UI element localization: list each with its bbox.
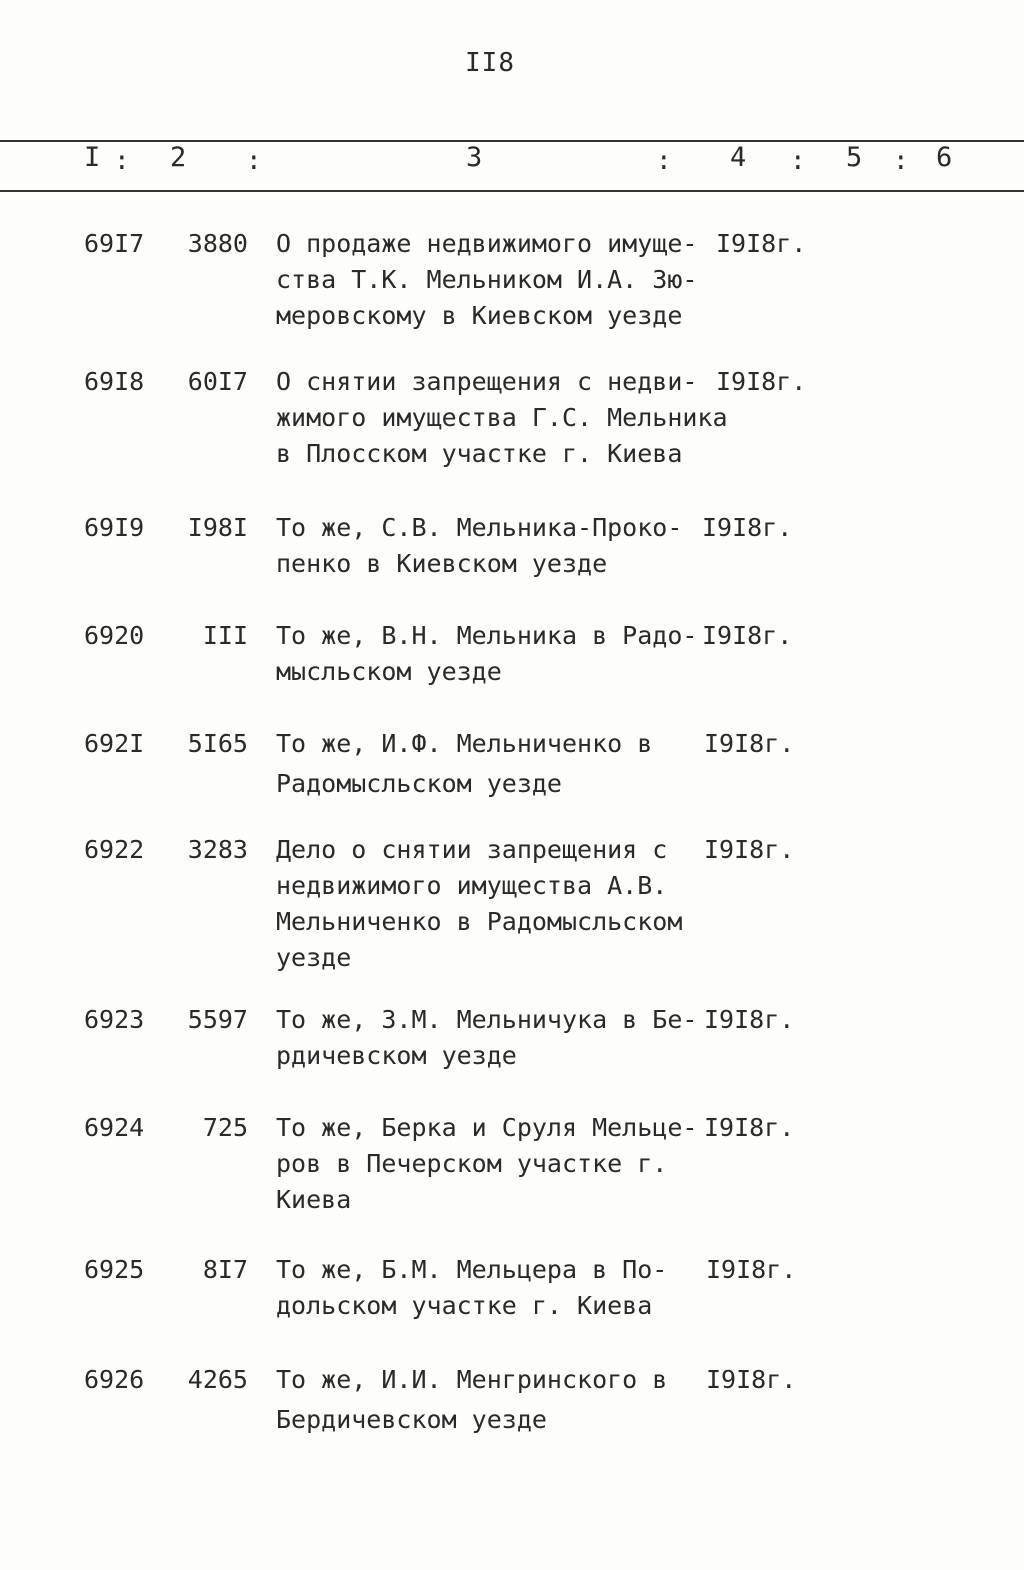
column-separator: :	[893, 146, 909, 176]
entry-description-line: Киева	[276, 1185, 352, 1214]
column-header-2: 2	[170, 142, 187, 173]
entry-description-line: То же, И.Ф. Мельниченко в	[276, 729, 653, 758]
entry-description-line: рдичевском уезде	[276, 1041, 517, 1070]
entry-old-number: 725	[202, 1113, 248, 1142]
entry-description-line: То же, В.Н. Мельника в Радо-	[276, 621, 698, 650]
entry-description	[276, 1110, 716, 1218]
entry-description-line: Мельниченко в Радомысльском	[276, 907, 683, 936]
entry-old-number: 3283	[187, 835, 248, 864]
entry-number: 6923	[84, 1005, 145, 1034]
entry-old-number: 3880	[187, 229, 248, 258]
entry-description-line: То же, Берка и Сруля Мельце-	[276, 1113, 698, 1142]
column-header-3: 3	[466, 142, 483, 173]
entry-old-number: III	[202, 621, 248, 650]
entry-year: I9I8г.	[704, 835, 795, 864]
entry-year: I9I8г.	[704, 1113, 795, 1142]
entry-number: 6920	[84, 621, 145, 650]
entry-description-line: мысльском уезде	[276, 657, 502, 686]
entry-old-number: 5I65	[187, 729, 248, 758]
entry-description	[276, 1002, 716, 1074]
entry-description-line: меровскому в Киевском уезде	[276, 301, 683, 330]
column-header-4: 4	[730, 142, 747, 173]
entry-number: 6925	[84, 1255, 145, 1284]
entry-old-number: 8I7	[202, 1255, 248, 1284]
header-rule-top	[0, 140, 1024, 142]
entry-description-line: уезде	[276, 943, 352, 972]
entry-description	[276, 618, 716, 690]
column-separator: :	[114, 146, 130, 176]
page-number: II8	[465, 48, 515, 78]
entry-description	[276, 832, 716, 976]
entry-number: 6926	[84, 1365, 145, 1394]
column-separator: :	[790, 146, 806, 176]
column-separator: :	[246, 146, 262, 176]
entry-description	[276, 364, 728, 472]
entry-description-line: Радомысльском уезде	[276, 769, 562, 798]
entry-year: I9I8г.	[704, 729, 795, 758]
entry-old-number: I98I	[187, 513, 248, 542]
entry-description-line: То же, И.И. Менгринского в	[276, 1365, 668, 1394]
entry-description-line: в Плосском участке г. Киева	[276, 439, 683, 468]
entry-description-line: Бердичевском уезде	[276, 1405, 547, 1434]
entry-description-line: То же, З.М. Мельничука в Бе-	[276, 1005, 698, 1034]
entry-old-number: 60I7	[187, 367, 248, 396]
column-header-5: 5	[846, 142, 863, 173]
entry-description-line: недвижимого имущества А.В.	[276, 871, 668, 900]
entry-year: I9I8г.	[706, 1365, 797, 1394]
entry-description	[276, 226, 716, 334]
entry-number: 692I	[84, 729, 145, 758]
entry-description-line: жимого имущества Г.С. Мельника	[276, 403, 728, 432]
entry-description-line: ров в Печерском участке г.	[276, 1149, 668, 1178]
entry-year: I9I8г.	[706, 1255, 797, 1284]
header-rule-bottom	[0, 190, 1024, 192]
entry-description-line: О снятии запрещения с недви-	[276, 367, 698, 396]
entry-description	[276, 726, 716, 802]
entry-number: 6924	[84, 1113, 145, 1142]
column-header-6: 6	[936, 142, 953, 173]
entry-description-line: ства Т.К. Мельником И.А. Зю-	[276, 265, 698, 294]
entry-description-line: Дело о снятии запрещения с	[276, 835, 668, 864]
entry-number: 69I8	[84, 367, 145, 396]
entry-old-number: 4265	[187, 1365, 248, 1394]
entry-year: I9I8г.	[716, 229, 807, 258]
entry-description-line: пенко в Киевском уезде	[276, 549, 608, 578]
entry-year: I9I8г.	[716, 367, 807, 396]
entry-description-line: То же, Б.М. Мельцера в По-	[276, 1255, 668, 1284]
entry-year: I9I8г.	[702, 621, 793, 650]
entry-description-line: То же, С.В. Мельника-Проко-	[276, 513, 683, 542]
entry-description	[276, 510, 716, 582]
entry-number: 69I9	[84, 513, 145, 542]
entry-description-line: О продаже недвижимого имуще-	[276, 229, 698, 258]
entry-description	[276, 1362, 716, 1438]
entry-number: 6922	[84, 835, 145, 864]
entry-old-number: 5597	[187, 1005, 248, 1034]
entry-number: 69I7	[84, 229, 145, 258]
entry-year: I9I8г.	[702, 513, 793, 542]
column-separator: :	[656, 146, 672, 176]
entry-year: I9I8г.	[704, 1005, 795, 1034]
column-header-1: I	[84, 142, 101, 173]
entry-description-line: дольском участке г. Киева	[276, 1291, 653, 1320]
entry-description	[276, 1252, 716, 1324]
